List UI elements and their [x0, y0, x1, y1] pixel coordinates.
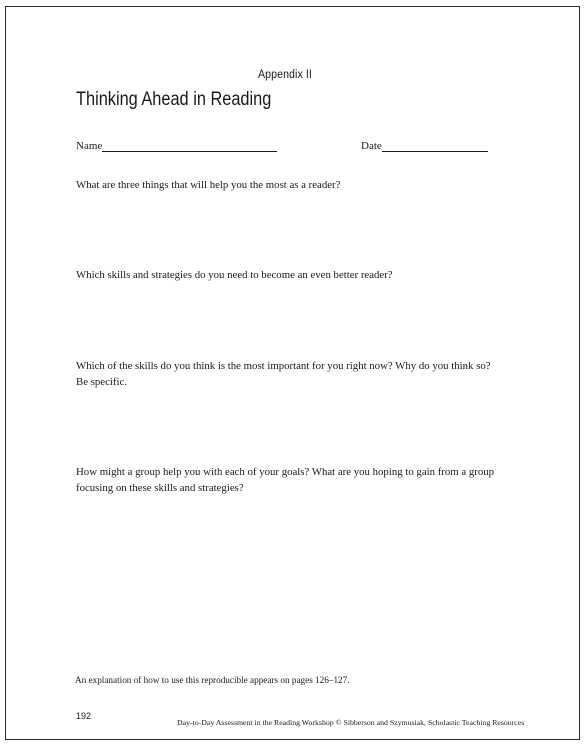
date-blank-line[interactable]: [382, 142, 488, 152]
name-label: Name: [76, 140, 103, 152]
question-3: Which of the skills do you think is the most important for you right now? Why do you think so? Be specific.: [76, 360, 491, 388]
usage-note: An explanation of how to use this reproducible appears on pages 126–127.: [75, 675, 350, 685]
question-2: Which skills and strategies do you need to become an even better reader?: [76, 269, 393, 281]
name-field[interactable]: [76, 140, 277, 152]
name-blank-line[interactable]: [102, 142, 277, 152]
appendix-label: Appendix II: [258, 69, 312, 81]
page-number: 192: [76, 711, 92, 721]
question-1: What are three things that will help you the most as a reader?: [76, 179, 341, 191]
page-title: Thinking Ahead in Reading: [76, 89, 272, 110]
question-4: How might a group help you with each of your goals? What are you hoping to gain from a group focusing on these skills and strategies?: [76, 466, 495, 494]
date-field[interactable]: [361, 140, 488, 152]
date-label: Date: [361, 140, 382, 152]
worksheet-page: [5, 6, 580, 740]
copyright-credit: Day-to-Day Assessment in the Reading Workshop © Sibberson and Szymusiak, Scholastic Teaching Resources: [177, 718, 525, 727]
